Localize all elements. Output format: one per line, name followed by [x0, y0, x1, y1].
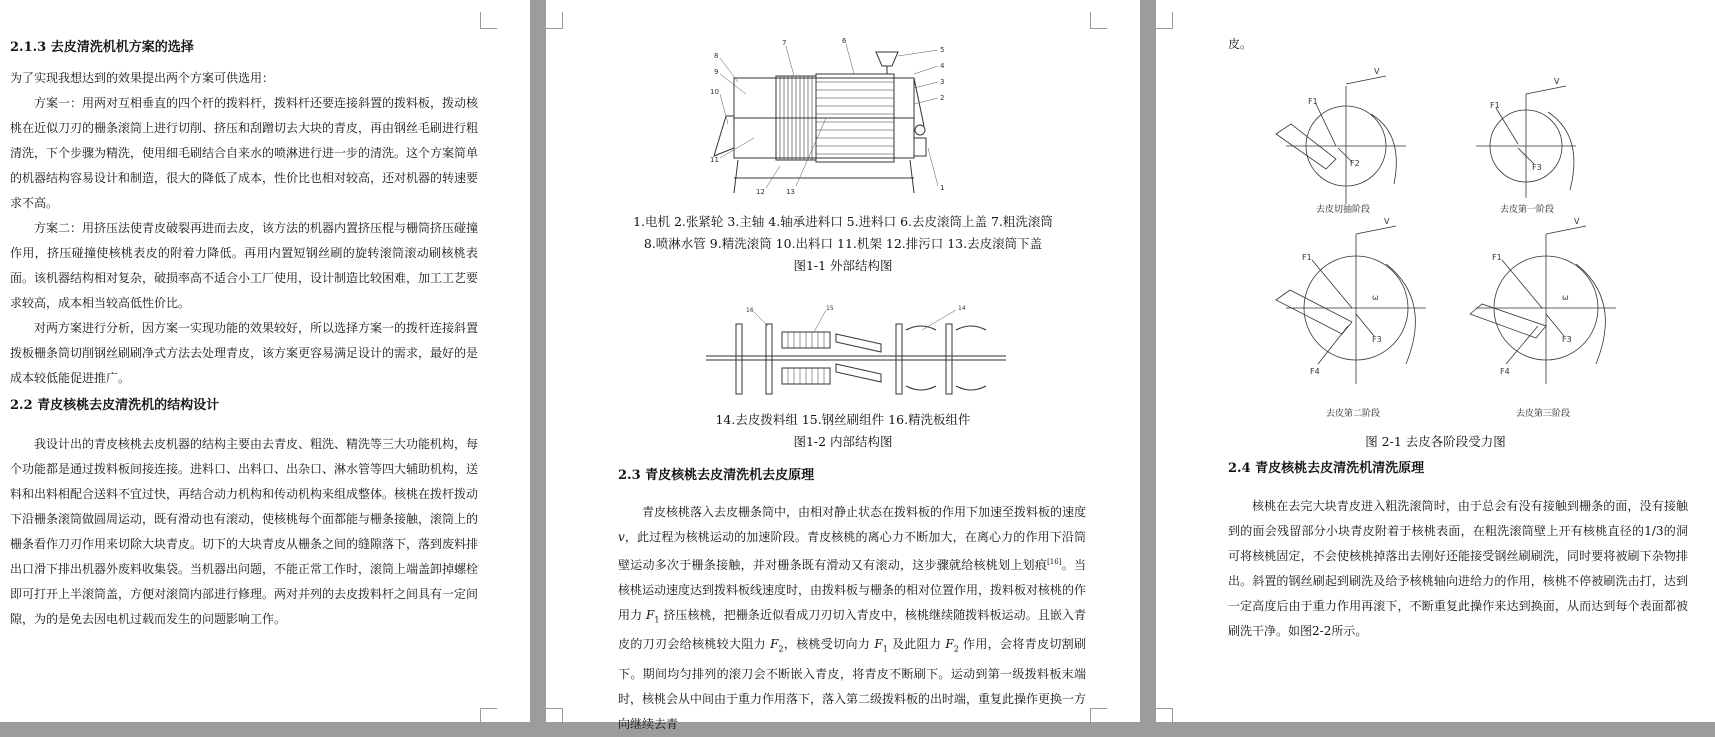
- part-number-label: 12: [756, 188, 765, 196]
- part-number-label: 10: [710, 88, 719, 96]
- paragraph-continuation: 皮。: [1228, 37, 1253, 51]
- document-page-2: [546, 0, 1140, 731]
- crop-mark: [1156, 708, 1173, 725]
- crop-mark: [1090, 12, 1107, 29]
- part-number-label: 6: [842, 37, 847, 45]
- force-label: F1: [1308, 97, 1318, 106]
- crop-mark: [1090, 708, 1107, 725]
- document-page-3: [1156, 0, 1715, 722]
- part-number-label: 14: [958, 305, 966, 312]
- text-run: 作用，会将青皮切割刷下。期间均匀排列的滚刀会不断嵌入青皮，将青皮不断刷下。运动到第一级拨料板末端时，核桃会从中间由于重力作用落下，落入第二级拨料板的出时端，重复此操作更换一方向继续去青: [618, 637, 1087, 731]
- body-text-block: [1228, 32, 1688, 57]
- force-label: V: [1384, 217, 1390, 226]
- part-number-label: 3: [940, 78, 945, 86]
- part-number-label: 2: [940, 94, 945, 102]
- crop-mark: [480, 12, 497, 29]
- force-label: F2: [1350, 159, 1360, 168]
- crop-mark: [480, 708, 497, 725]
- force-label: ω: [1372, 293, 1379, 302]
- citation-ref: [16]: [1047, 558, 1062, 566]
- figure-1-1-caption: 图1-1 外部结构图: [793, 258, 893, 273]
- force-subscript: 1: [654, 615, 660, 625]
- part-number-label: 13: [786, 188, 795, 196]
- force-label: V: [1574, 217, 1580, 226]
- part-number-label: 9: [714, 68, 719, 76]
- force-label: F1: [1302, 253, 1312, 262]
- paragraph-plan-2: 方案二：用挤压法使青皮破裂再进而去皮，该方法的机器内置挤压棍与栅筒挤压碰撞作用，挤压碰撞使核桃表皮的附着力降低。再用内置短钢丝刷的旋转滚筒滚动刷核桃表面。该机器结构相对复杂，破损率高不适合小工厂使用，设计制造比较困难，加工工艺要求较高，成本相当较高低性价比。: [10, 221, 479, 310]
- body-text-block: [618, 500, 1086, 737]
- force-label: F4: [1500, 367, 1510, 376]
- paragraph-analysis: 对两方案进行分析，因方案一实现功能的效果较好，所以选择方案一的拨杆连接斜置拨板栅条筒切削钢丝刷刷净式方法去处理青皮，该方案更容易满足设计的需求，最好的是成本较低能促进推广。: [10, 321, 479, 385]
- force-symbol: F: [770, 637, 779, 652]
- external-structure-drawing: [706, 38, 976, 198]
- body-text-block: [1228, 494, 1688, 644]
- paragraph-structure: 我设计出的青皮核桃去皮机器的结构主要由去青皮、粗洗、精洗等三大功能机构，每个功能都是通过拨料板间接连接。进料口、出料口、出杂口、淋水管等四大辅助机构，送料和出料相配合送料不宜过快，再结合动力机构和传动机构来组成整体。核桃在拨杆拨动下沿栅条滚筒做圆周运动，既有滑动也有滚动，使核桃每个面都能与栅条接触，滚筒上的栅条看作刀刃作用来切除大块青皮。切下的大块青皮从栅条之间的缝隙落下，落到废料排出口滑下排出机器外废料收集袋。当机器出问题，不能正常工作时，滚筒上端盖卸掉螺栓即可打开上半滚筒盖，方便对滚筒内部进行修理。两对并列的去皮拨料杆之间具有一定间隙，为的是免去因电机过载而发生的问题影响工作。: [10, 437, 479, 626]
- stage-caption: 去皮第一阶段: [1500, 205, 1555, 215]
- stage-caption: 去皮切抽阶段: [1316, 205, 1371, 215]
- paragraph-plan-1: 方案一：用两对互相垂直的四个杆的拨料杆，拨料杆还要连接斜置的拨料板，拨动核桃在近似刀刃的栅条滚筒上进行切削、挤压和刮蹭切去大块的青皮，再由钢丝毛刷进行粗清洗，下个步骤为精洗，使用细毛刷结合自来水的喷淋进行进一步的清洗。这个方案简单的机器结构容易设计和制造，很大的降低了成本，性价比也相对较高，还对机器的转速要求不高。: [10, 96, 479, 210]
- force-label: F3: [1372, 335, 1382, 344]
- force-subscript: 1: [882, 644, 888, 654]
- force-label: F1: [1490, 101, 1500, 110]
- text-run: 青皮核桃落入去皮栅条筒中，由相对静止状态在拨料板的作用下加速至拨料板的速度: [642, 505, 1087, 519]
- text-run: 。当核桃运动速度达到拨料板线速度时，由拨料板与栅条的相对位置作用，拨料板对核桃的作用力: [618, 558, 1087, 622]
- figure-1-2-caption: 图1-2 内部结构图: [793, 434, 893, 449]
- document-page-1: [0, 0, 530, 722]
- force-label: F3: [1562, 335, 1572, 344]
- paragraph-cleaning: 核桃在去完大块青皮进入粗洗滚筒时，由于总会有没有接触到栅条的面，没有接触到的面会残留部分小块青皮附着于核桃表面，在粗洗滚筒壁上开有核桃直径的1/3的洞可将核桃固定，不会使核桃掉落出去刚好还能接受钢丝刷刷洗，同时要将被刷下杂物排出。斜置的钢丝刷起到刷洗及给予核桃轴向进给力的作用，核桃不停被刷洗击打，达到一定高度后由于重力作用再滚下，不断重复此操作来达到换面，从而达到每个表面都被刷洗干净。如图2-2所示。: [1228, 499, 1688, 638]
- figure-1-1-legend-line-1: 1.电机 2.张紧轮 3.主轴 4.轴承进料口 5.进料口 6.去皮滚筒上盖 7.粗洗滚筒: [633, 214, 1053, 229]
- force-label: F1: [1492, 253, 1502, 262]
- part-number-label: 1: [940, 184, 945, 192]
- body-text-block: [10, 432, 478, 632]
- part-number-label: 16: [746, 307, 754, 314]
- part-number-label: 11: [710, 156, 719, 164]
- crop-mark: [546, 708, 563, 725]
- force-label: F3: [1532, 163, 1542, 172]
- body-text-block: [10, 66, 478, 391]
- text-run: 挤压核桃，把栅条近似看成刀刃切入青皮中，核桃继续随拨料板运动。且嵌入青皮的刀刃会给核桃较大阻力: [618, 608, 1086, 652]
- force-label: V: [1554, 77, 1560, 86]
- crop-mark: [1156, 12, 1173, 29]
- force-subscript: 2: [778, 644, 784, 654]
- paragraph-intro: 为了实现我想达到的效果提出两个方案可供选用：: [10, 71, 275, 85]
- stage-diagram: [1276, 226, 1426, 384]
- section-heading-2-4: 2.4 青皮核桃去皮清洗机清洗原理: [1228, 461, 1425, 476]
- force-label: ω: [1562, 293, 1569, 302]
- section-heading-2-3: 2.3 青皮核桃去皮清洗机去皮原理: [618, 468, 815, 483]
- force-symbol: F: [646, 608, 655, 622]
- internal-structure-drawing: [706, 304, 1006, 404]
- part-number-label: 4: [940, 62, 945, 70]
- text-run: ，此过程为核桃运动的加速阶段。青皮核桃的离心力不断加大，在离心力的作用下沿筒壁运动多次于栅条接触，并对栅条既有滑动又有滚动，这步骤就给核桃划上划痕: [618, 530, 1086, 572]
- text-run: 及此阻力: [887, 637, 946, 652]
- figure-1-1-legend-line-2: 8.喷淋水管 9.精洗滚筒 10.出料口 11.机架 12.排污口 13.去皮滚筒下盖: [643, 236, 1043, 251]
- stage-caption: 去皮第二阶段: [1326, 409, 1381, 419]
- text-run: ，核桃受切向力: [783, 637, 875, 652]
- paragraph-principle: [618, 500, 1086, 737]
- part-number-label: 5: [940, 46, 945, 54]
- part-number-label: 7: [782, 39, 787, 47]
- section-heading-2-2: 2.2 青皮核桃去皮清洗机的结构设计: [10, 398, 220, 413]
- force-label: V: [1374, 67, 1380, 76]
- part-number-label: 8: [714, 52, 719, 60]
- figure-2-1-caption: 图 2-1 去皮各阶段受力图: [1365, 434, 1506, 449]
- velocity-symbol: v: [618, 530, 625, 544]
- stage-diagram: [1276, 76, 1406, 204]
- force-symbol: F: [874, 637, 883, 652]
- part-number-label: 15: [826, 305, 834, 312]
- section-heading-2-1-3: 2.1.3 去皮清洗机机方案的选择: [10, 40, 194, 55]
- force-subscript: 2: [953, 644, 959, 654]
- figure-1-2-legend: 14.去皮拨料组 15.钢丝刷组件 16.精洗板组件: [715, 412, 971, 427]
- stage-diagram: [1470, 226, 1616, 384]
- crop-mark: [546, 12, 563, 29]
- force-symbol: F: [945, 637, 954, 652]
- force-label: F4: [1310, 367, 1320, 376]
- stage-caption: 去皮第三阶段: [1516, 409, 1571, 419]
- force-diagram-figure: [1256, 64, 1656, 424]
